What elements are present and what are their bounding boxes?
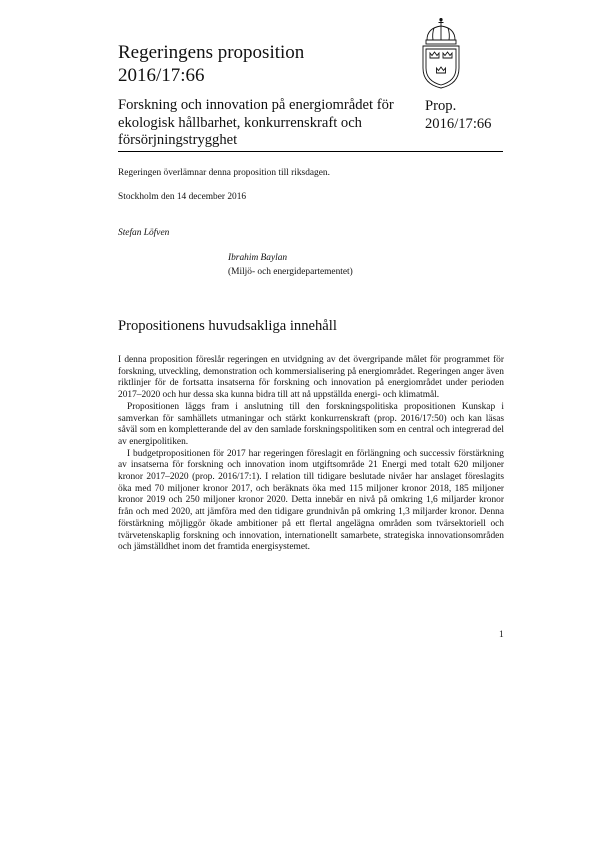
prop-label: Prop. xyxy=(425,98,457,114)
header-divider xyxy=(118,151,503,152)
body-text xyxy=(118,355,504,554)
paragraph: Propositionen läggs fram i anslutning till den forskningspolitiska propositionen Kunskap i samverkan för samhällets utmaningar och stärkt konkurrenskraft (prop. 2016/17:50) och kan läsas såväl som en kompletterande del av den samlade forskningspolitiken som en central och integrerad del av energipolitiken. xyxy=(118,401,504,447)
three-crowns-crest-icon xyxy=(417,18,465,90)
paragraph: I budgetpropositionen för 2017 har regeringen föreslagit en förlängning och successiv förstärkning av insatserna för forskning och innovation inom utgiftsområde 21 Energi med totalt 620 miljoner kronor 2017–2020 (prop. 2016/17:1). I relation till tidigare beslutade nivåer har anslaget föreslagits öka med 70 miljoner kronor 2017, och beräknats öka med 115 miljoner kronor 2018, 185 miljoner kronor 2019 och 250 miljoner kronor 2020. Detta innebär en nivå på omkring 1,6 miljarder kronor från och med 2020, att jämföra med den tidigare grundnivån på omkring 1,3 miljarder kronor. Denna förstärkning möjliggör ökade ambitioner på ett flertal angelägna områden som tvärsektoriell och tvärvetenskaplig forskning och innovation, internationellt samarbete, strategiska innovationsområden och jämställdhet inom det framtida energisystemet. xyxy=(118,448,504,553)
proposition-subtitle: Forskning och innovation på energiområdet för ekologisk hållbarhet, konkurrenskraft och försörjningstrygghet xyxy=(118,97,394,148)
proposition-number: 2016/17:66 xyxy=(118,65,205,86)
handover-statement: Regeringen överlämnar denna proposition till riksdagen. xyxy=(118,168,330,178)
paragraph: I denna proposition föreslår regeringen en utvidgning av det övergripande målet för programmet för forskning, utveckling, demonstration och kommersialisering på energiområdet. Regeringen anger även riktlinjer för de fortsatta insatserna för forskning och innovation på energiområdet under perioden 2017–2020 och hur dessa ska kunna bidra till att nå uppställda energi- och klimatmål. xyxy=(118,355,504,401)
document-title: Regeringens proposition xyxy=(118,42,305,63)
place-date: Stockholm den 14 december 2016 xyxy=(118,192,247,202)
page-number: 1 xyxy=(499,630,504,640)
prime-minister-signature: Stefan Löfven xyxy=(118,228,170,238)
minister-signature: Ibrahim Baylan xyxy=(228,253,288,263)
prop-reference xyxy=(425,98,491,133)
section-heading: Propositionens huvudsakliga innehåll xyxy=(118,318,337,334)
department-name: (Miljö- och energidepartementet) xyxy=(228,267,353,277)
prop-number: 2016/17:66 xyxy=(425,115,492,132)
